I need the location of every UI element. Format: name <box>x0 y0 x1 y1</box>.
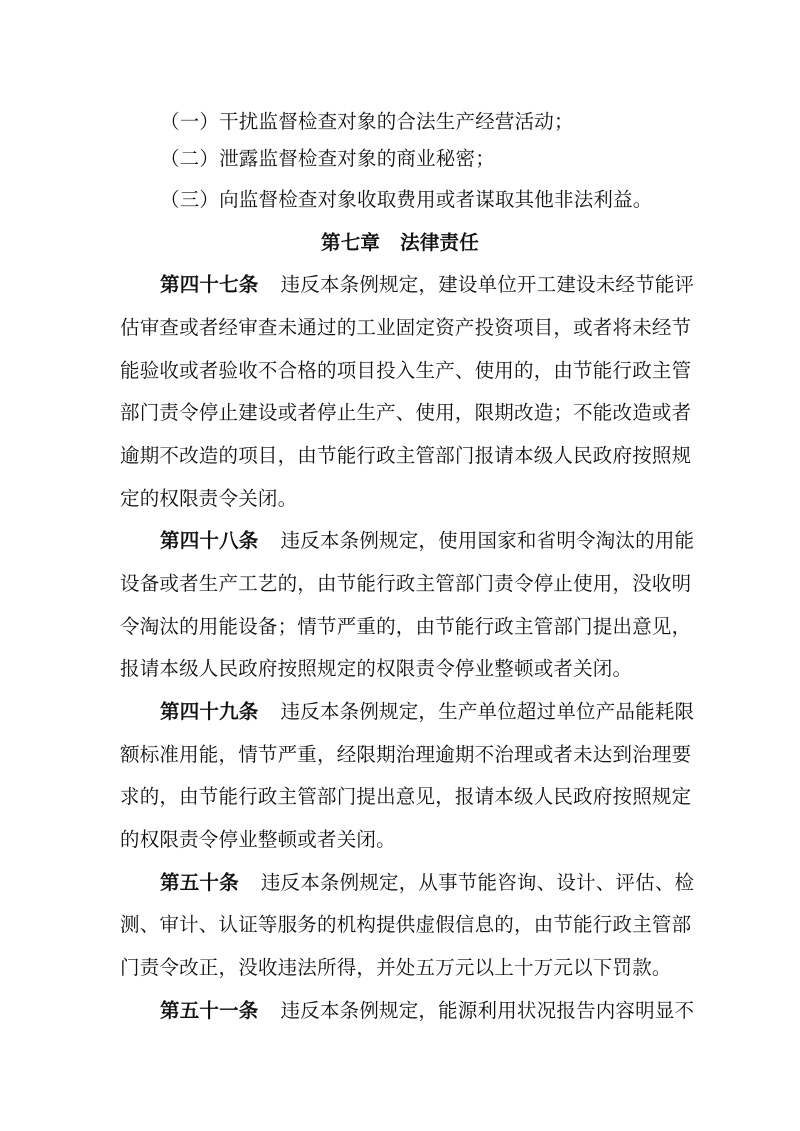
list-item: （三）向监督检查对象收取费用或者谋取其他非法利益。 <box>160 188 653 211</box>
article-line: 违反本条例规定，使用国家和省明令淘汰的用能 <box>280 529 695 552</box>
article-48 <box>0 526 800 556</box>
article-line: 门责令改正，没收违法所得，并处五万元以上十万元以下罚款。 <box>120 956 672 979</box>
article-51 <box>0 996 800 1026</box>
article-line: 能验收或者验收不合格的项目投入生产、使用的，由节能行政主管 <box>120 359 692 382</box>
article-47 <box>0 270 800 300</box>
list-item: （一）干扰监督检查对象的合法生产经营活动； <box>160 110 574 133</box>
article-label: 第四十七条 <box>160 273 259 296</box>
article-line: 额标准用能，情节严重，经限期治理逾期不治理或者未达到治理要 <box>120 743 692 766</box>
article-label: 第四十八条 <box>160 529 259 552</box>
article-line: 设备或者生产工艺的，由节能行政主管部门责令停止使用，没收明 <box>120 572 692 595</box>
article-line: 估审查或者经审查未通过的工业固定资产投资项目，或者将未经节 <box>120 316 692 339</box>
article-line: 违反本条例规定，从事节能咨询、设计、评估、检 <box>260 871 695 894</box>
article-line: 令淘汰的用能设备；情节严重的，由节能行政主管部门提出意见， <box>120 615 692 638</box>
article-line: 报请本级人民政府按照规定的权限责令停业整顿或者关闭。 <box>120 657 633 680</box>
article-label: 第五十条 <box>160 871 239 894</box>
article-line: 的权限责令停业整顿或者关闭。 <box>120 828 396 851</box>
chapter-number: 第七章 <box>321 231 381 254</box>
article-line: 求的，由节能行政主管部门提出意见，报请本级人民政府按照规定 <box>120 785 692 808</box>
article-49 <box>0 697 800 727</box>
article-label: 第四十九条 <box>160 700 259 723</box>
article-line: 违反本条例规定，建设单位开工建设未经节能评 <box>280 273 695 296</box>
article-line: 违反本条例规定，生产单位超过单位产品能耗限 <box>280 700 695 723</box>
article-line: 部门责令停止建设或者停止生产、使用，限期改造；不能改造或者 <box>120 401 692 424</box>
list-item: （二）泄露监督检查对象的商业秘密； <box>160 147 495 170</box>
article-line: 定的权限责令关闭。 <box>120 487 298 510</box>
article-line: 违反本条例规定，能源利用状况报告内容明显不 <box>280 999 695 1022</box>
chapter-title: 法律责任 <box>400 231 479 254</box>
article-line: 逾期不改造的项目，由节能行政主管部门报请本级人民政府按照规 <box>120 444 692 467</box>
article-50 <box>0 868 800 898</box>
article-line: 测、审计、认证等服务的机构提供虚假信息的，由节能行政主管部 <box>120 913 692 936</box>
chapter-heading <box>0 228 800 258</box>
article-label: 第五十一条 <box>160 999 259 1022</box>
